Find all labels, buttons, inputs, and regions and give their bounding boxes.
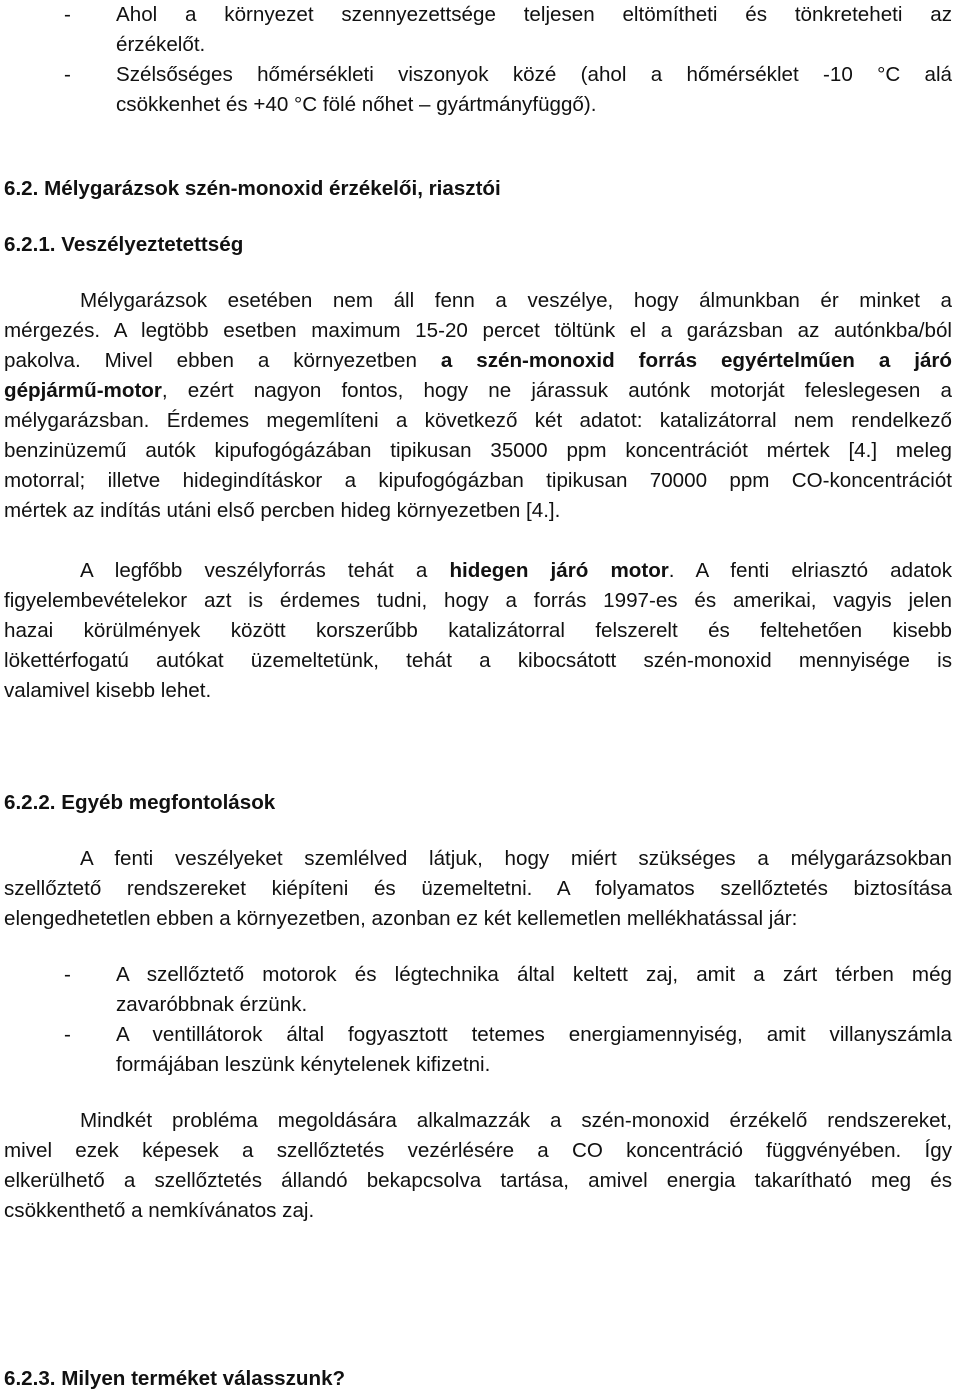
paragraph-line: hazai körülmények között korszerűbb katalizátorral felszerelt és feltehetően kisebb bbox=[4, 619, 952, 642]
paragraph-line: mivel ezek képesek a szellőztetés vezérlésére a CO koncentráció függvényében. Így bbox=[4, 1139, 952, 1162]
section-heading-6-2-2 bbox=[4, 788, 275, 818]
paragraph-line: benzinüzemű autók kipufogógázában tipikusan 35000 ppm koncentrációt mértek [4.] meleg bbox=[4, 439, 952, 462]
list-item-line: Szélsőséges hőmérsékleti viszonyok közé (ahol a hőmérséklet -10 °C alá bbox=[116, 63, 952, 86]
section-heading-6-2-3 bbox=[4, 1364, 345, 1394]
list-item-line: Ahol a környezet szennyezettsége teljesen eltömítheti és tönkreteheti az bbox=[116, 3, 952, 26]
paragraph-line: mértek az indítás utáni első percben hideg környezetben [4.]. bbox=[4, 499, 561, 522]
paragraph-ventilation bbox=[4, 844, 952, 934]
paragraph-line: szellőztető rendszereket kiépíteni és üzemeltetni. A folyamatos szellőztetés biztosítása bbox=[4, 877, 952, 900]
list-item-line: csökkenhet és +40 °C fölé nőhet – gyártmányfüggő). bbox=[116, 93, 597, 116]
list-dash: - bbox=[64, 3, 71, 26]
paragraph-line: Mélygarázsok esetében nem áll fenn a veszélye, hogy álmunkban ér minket a bbox=[80, 289, 952, 312]
paragraph-line: figyelembevételekor azt is érdemes tudni, hogy a forrás 1997-es és amerikai, vagyis jelen bbox=[4, 589, 952, 612]
paragraph-line: A fenti veszélyeket szemlélved látjuk, hogy miért szükséges a mélygarázsokban bbox=[80, 847, 952, 870]
paragraph-line: csökkenthető a nemkívánatos zaj. bbox=[4, 1199, 315, 1222]
list-dash: - bbox=[64, 63, 71, 86]
paragraph-line: mélygarázsban. Érdemes megemlíteni a következő két adatot: katalizátorral nem rendelkező bbox=[4, 409, 952, 432]
heading-number: 6.2.1. bbox=[4, 233, 56, 256]
list-item-line: A ventillátorok által fogyasztott tetemes energiamennyiség, amit villanyszámla bbox=[116, 1023, 952, 1046]
list-dash: - bbox=[64, 1023, 71, 1046]
text-run: , ezért nagyon fontos, hogy ne járassuk autónk motorját feleslegesen a bbox=[161, 379, 952, 402]
bold-text: a szén-monoxid forrás egyértelműen a járó bbox=[440, 349, 952, 372]
paragraph-line: mérgezés. A legtöbb esetben maximum 15-20 percet töltünk el a garázsban az autónkba/ból bbox=[4, 319, 952, 342]
heading-title: Egyéb megfontolások bbox=[61, 791, 276, 814]
heading-number: 6.2.2. bbox=[4, 791, 56, 814]
paragraph-line bbox=[4, 556, 952, 586]
list-item-line: érzékelőt. bbox=[116, 33, 206, 56]
heading-number: 6.2. bbox=[4, 177, 39, 200]
paragraph-line: elkerülhető a szellőztetés állandó bekapcsolva tartása, amivel energia takarítható meg és bbox=[4, 1169, 952, 1192]
text-run: . A fenti elriasztó adatok bbox=[668, 559, 952, 582]
list-item-line: A szellőztető motorok és légtechnika által keltett zaj, amit a zárt térben még bbox=[116, 963, 952, 986]
list-item-line: formájában leszünk kénytelenek kifizetni. bbox=[116, 1053, 491, 1076]
text-run: pakolva. Mivel ebben a környezetben bbox=[4, 349, 441, 372]
text-run: A legfőbb veszélyforrás tehát a bbox=[80, 559, 450, 582]
paragraph-main-hazard bbox=[4, 556, 952, 706]
heading-title: Veszélyeztetettség bbox=[61, 233, 244, 256]
paragraph-danger bbox=[4, 286, 952, 526]
paragraph-line: elengedhetetlen ebben a környezetben, azonban ez két kellemetlen mellékhatással jár: bbox=[4, 907, 798, 930]
bold-text: hidegen járó motor bbox=[449, 559, 669, 582]
paragraph-co-sensors bbox=[4, 1106, 952, 1226]
list-dash: - bbox=[64, 963, 71, 986]
heading-title: Mélygarázsok szén-monoxid érzékelői, riasztói bbox=[44, 177, 501, 200]
section-heading-6-2 bbox=[4, 174, 501, 204]
bold-text: gépjármű-motor bbox=[4, 379, 162, 402]
heading-title: Milyen terméket válasszunk? bbox=[61, 1367, 346, 1390]
paragraph-line bbox=[4, 376, 952, 406]
paragraph-line: motorral; illetve hidegindításkor a kipufogógázban tipikusan 70000 ppm CO-koncentrációt bbox=[4, 469, 952, 492]
heading-number: 6.2.3. bbox=[4, 1367, 56, 1390]
paragraph-line bbox=[4, 346, 952, 376]
paragraph-line: lökettérfogatú autókat üzemeltetünk, tehát a kibocsátott szén-monoxid mennyisége is bbox=[4, 649, 952, 672]
list-item-line: zavaróbbnak érzünk. bbox=[116, 993, 308, 1016]
paragraph-line: Mindkét probléma megoldására alkalmazzák a szén-monoxid érzékelő rendszereket, bbox=[80, 1109, 952, 1132]
section-heading-6-2-1 bbox=[4, 230, 243, 260]
paragraph-line: valamivel kisebb lehet. bbox=[4, 679, 212, 702]
